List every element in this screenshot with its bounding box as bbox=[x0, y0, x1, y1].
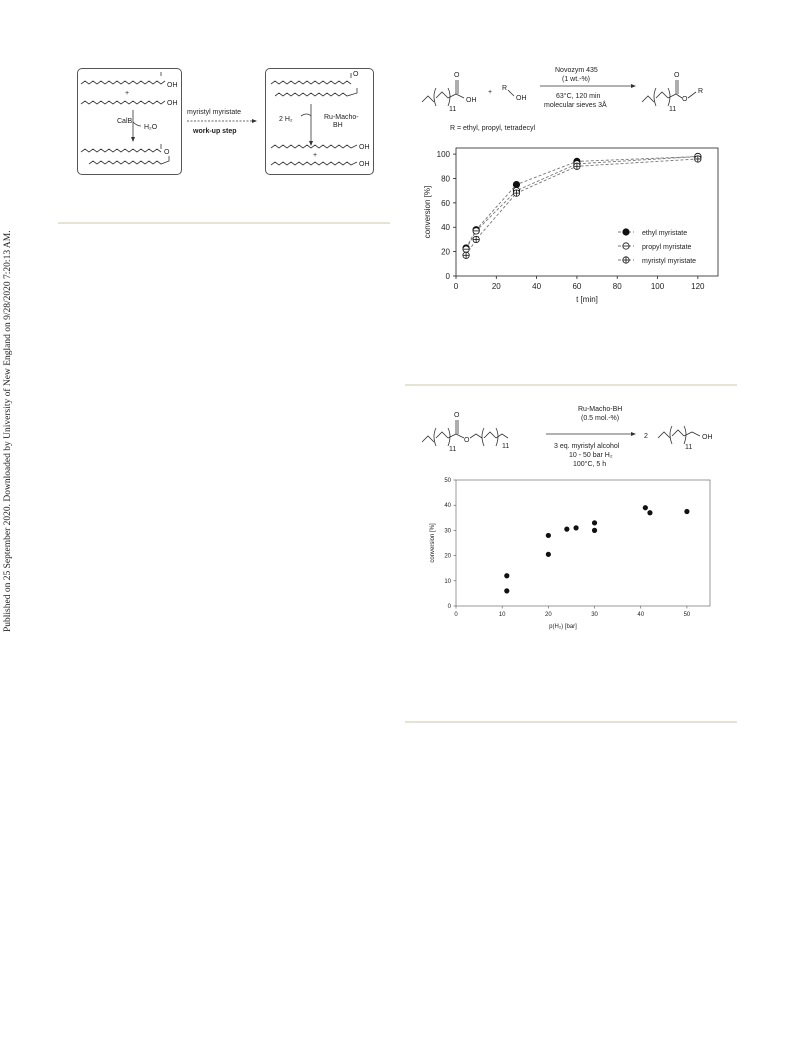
scheme3-sub11-b: 11 bbox=[502, 443, 510, 450]
scheme2-r-definition: R = ethyl, propyl, tetradecyl bbox=[450, 125, 536, 132]
scheme1-oh-3: OH bbox=[359, 144, 370, 151]
scheme3-cond-1: 3 eq. myristyl alcohol bbox=[554, 443, 620, 450]
fatty-acid-chain bbox=[81, 81, 165, 84]
ester-chain-2 bbox=[89, 156, 169, 164]
chart1-point bbox=[473, 236, 479, 242]
scheme3-sub11-c: 11 bbox=[685, 444, 693, 451]
scheme2-plus: + bbox=[488, 89, 493, 96]
chart1-legend-label: myristyl myristate bbox=[642, 258, 697, 265]
scheme1-oh-1: OH bbox=[167, 82, 178, 89]
chart2-point bbox=[573, 525, 578, 530]
scheme2-oh: OH bbox=[466, 97, 477, 104]
time-course-chart bbox=[418, 140, 728, 315]
svg-text:O: O bbox=[164, 149, 170, 156]
scheme1-oh-4: OH bbox=[359, 161, 370, 168]
chart2-y-tick-label: 0 bbox=[447, 604, 451, 610]
chart1-y-tick-label: 100 bbox=[436, 150, 450, 160]
chart2-x-tick-label: 40 bbox=[637, 612, 645, 618]
chart1-x-tick-label: 60 bbox=[572, 282, 582, 291]
chart2-y-tick-label: 50 bbox=[444, 478, 451, 484]
download-note: Published on 25 September 2020. Downloaded by University of New England on 9/28/2020 7:20:13 AM. bbox=[3, 230, 13, 632]
scheme1-drawing bbox=[75, 64, 375, 176]
scheme2-drawing bbox=[418, 60, 738, 140]
separator-right-1 bbox=[405, 384, 737, 386]
scheme1-calb: CalB bbox=[117, 118, 133, 125]
chart2-point bbox=[647, 510, 652, 515]
chart2-frame bbox=[456, 480, 710, 606]
chart1-y-tick-label: 20 bbox=[441, 247, 450, 257]
chart1-point bbox=[513, 181, 519, 187]
fatty-alcohol-chain bbox=[81, 101, 165, 104]
chart2-y-tick-label: 20 bbox=[444, 553, 451, 560]
alcohol-chain-1 bbox=[271, 145, 357, 148]
chart1-y-label: conversion [%] bbox=[423, 185, 432, 239]
scheme2-conditions-2: molecular sieves 3Å bbox=[544, 102, 607, 109]
chart1-point bbox=[574, 163, 580, 169]
scheme3-drawing bbox=[418, 402, 738, 474]
scheme3-loading: (0.5 mol.-%) bbox=[581, 415, 620, 422]
scheme2-o-ester: O bbox=[682, 96, 688, 103]
chart1-point bbox=[695, 156, 701, 162]
chart1-point bbox=[473, 228, 479, 234]
scheme1-arrow-label: myristyl myristate bbox=[187, 109, 242, 116]
scheme2-sub11-a: 11 bbox=[449, 106, 457, 113]
chart2-x-tick-label: 0 bbox=[454, 612, 458, 618]
chart1-y-tick-label: 0 bbox=[445, 272, 450, 281]
scheme2-r-2: R bbox=[698, 88, 704, 95]
pressure-scatter-chart bbox=[418, 474, 718, 636]
scheme1-arrow-sub: work-up step bbox=[193, 128, 237, 135]
chart1-legend-label: ethyl myristate bbox=[642, 230, 688, 237]
chart2-x-tick-label: 20 bbox=[545, 612, 552, 618]
chart2-point bbox=[643, 505, 648, 510]
alcohol-chain-2 bbox=[271, 162, 357, 165]
chart2-point bbox=[546, 552, 551, 557]
chart1-x-tick-label: 120 bbox=[691, 282, 705, 291]
scheme2-reagent: Novozym 435 bbox=[555, 67, 598, 74]
ester-chain-1 bbox=[81, 149, 161, 152]
chart2-point bbox=[546, 533, 551, 538]
scheme2-r: R bbox=[502, 85, 508, 92]
scheme2-sub11-b: 11 bbox=[669, 106, 677, 113]
chart1-legend-label: propyl myristate bbox=[642, 244, 692, 251]
chart2-y-tick-label: 10 bbox=[444, 578, 451, 585]
chart1-legend-marker bbox=[623, 257, 629, 263]
scheme1-2h2: 2 H₂ bbox=[279, 116, 293, 123]
scheme3-o-top: O bbox=[454, 412, 460, 419]
chart1-x-tick-label: 0 bbox=[453, 282, 459, 291]
ester-chain-3 bbox=[271, 81, 351, 84]
chart1-y-tick-label: 60 bbox=[441, 198, 450, 208]
chart1-series-line bbox=[466, 159, 698, 255]
chart2-x-tick-label: 10 bbox=[498, 612, 506, 618]
scheme1-oh-2: OH bbox=[167, 100, 178, 107]
chart2-point bbox=[592, 528, 597, 533]
chart1-x-tick-label: 40 bbox=[532, 282, 542, 291]
chart2-y-tick-label: 40 bbox=[444, 503, 451, 510]
chart1-legend-marker bbox=[623, 229, 629, 235]
scheme3-sub11-a: 11 bbox=[449, 446, 457, 453]
chart2-x-tick-label: 50 bbox=[683, 612, 691, 618]
scheme1-ru-macho-2: BH bbox=[333, 122, 343, 129]
svg-text:O: O bbox=[353, 71, 359, 78]
chart2-x-tick-label: 30 bbox=[591, 612, 598, 618]
chart2-point bbox=[504, 573, 509, 578]
separator-left bbox=[58, 222, 390, 224]
chart1-point bbox=[463, 252, 469, 258]
scheme3-oh: OH bbox=[702, 434, 713, 441]
chart1-x-label: t [min] bbox=[576, 295, 598, 304]
scheme2-o-top-2: O bbox=[674, 72, 680, 79]
chart2-y-tick-label: 30 bbox=[444, 528, 451, 535]
scheme2-o-top-1: O bbox=[454, 72, 460, 79]
scheme2-conditions-1: 63°C, 120 min bbox=[556, 93, 601, 100]
chart1-y-tick-label: 40 bbox=[441, 223, 450, 233]
chart2-point bbox=[564, 527, 569, 532]
scheme3-cond-3: 100°C, 5 h bbox=[573, 461, 607, 468]
scheme1-h2o: H₂O bbox=[144, 124, 158, 131]
chart2-x-label: p(H₂) [bar] bbox=[549, 624, 577, 630]
chart2-point bbox=[592, 520, 597, 525]
chart1-point bbox=[463, 246, 469, 252]
scheme2-oh-2: OH bbox=[516, 95, 527, 102]
chart2-point bbox=[684, 509, 689, 514]
chart1-x-tick-label: 20 bbox=[491, 282, 501, 291]
scheme1-ru-macho-1: Ru-Macho- bbox=[324, 114, 359, 121]
chart2-y-label: conversion [%] bbox=[430, 523, 436, 563]
scheme3-reagent: Ru-Macho-BH bbox=[578, 406, 623, 413]
chart1-legend-marker bbox=[623, 243, 629, 249]
scheme3-coefficient: 2 bbox=[644, 433, 648, 440]
separator-right-2 bbox=[405, 721, 737, 723]
chart1-x-tick-label: 80 bbox=[612, 282, 622, 291]
chart2-point bbox=[504, 588, 509, 593]
scheme1-plus: + bbox=[125, 90, 130, 97]
scheme1-plus-2: + bbox=[313, 152, 318, 159]
chart1-x-tick-label: 100 bbox=[650, 282, 665, 291]
chart1-point bbox=[513, 190, 519, 196]
scheme2-loading: (1 wt.-%) bbox=[562, 76, 590, 83]
scheme3-cond-2: 10 - 50 bar H₂ bbox=[569, 452, 613, 459]
ester-chain-4 bbox=[275, 88, 357, 96]
scheme3-o-ester: O bbox=[464, 437, 470, 444]
chart1-y-tick-label: 80 bbox=[441, 174, 450, 184]
